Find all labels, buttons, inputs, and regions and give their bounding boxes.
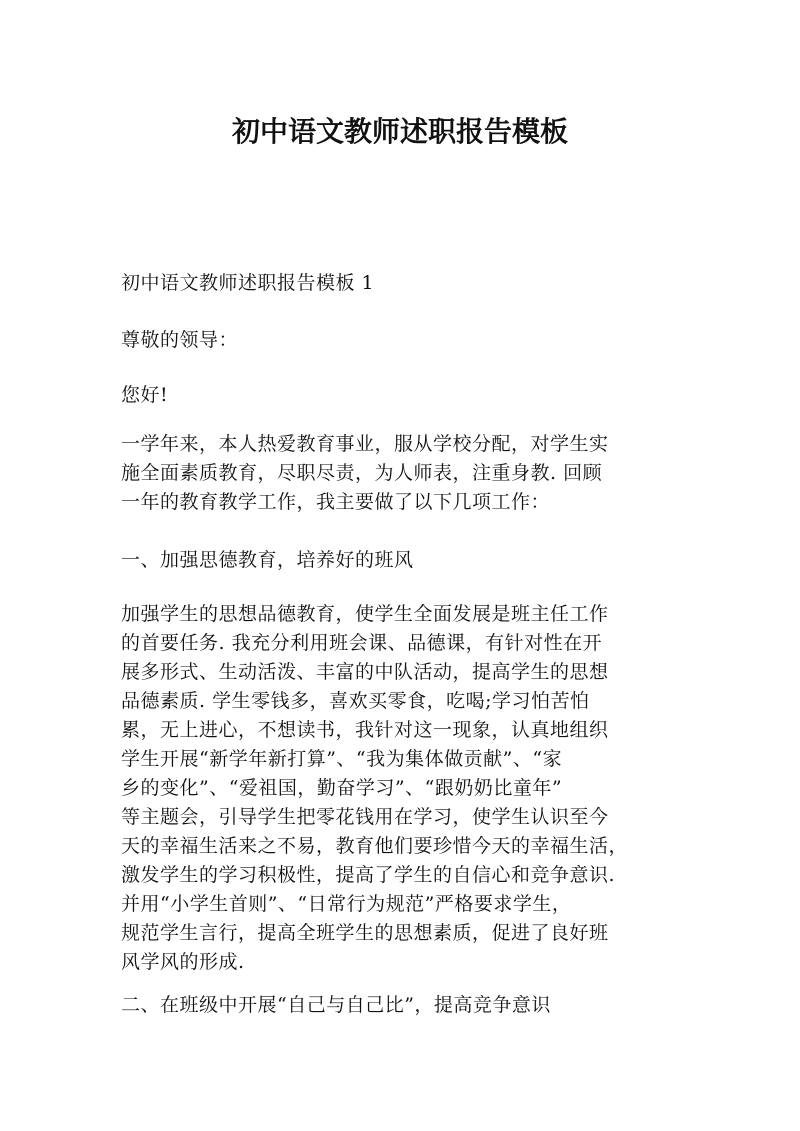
paragraph-line: 激发学生的学习积极性，提高了学生的自信心和竞争意识. <box>121 864 616 886</box>
document-title: 初中语文教师述职报告模板 <box>231 115 568 148</box>
paragraph-line: 累，无上进心，不想读书，我针对这一现象，认真地组织 <box>121 719 609 741</box>
paragraph-line: 学生开展“新学年新打算”、“我为集体做贡献”、“家 <box>121 748 563 770</box>
paragraph-line: 加强学生的思想品德教育，使学生全面发展是班主任工作 <box>121 603 609 625</box>
section-heading-2: 二、在班级中开展“自己与自己比”，提高竞争意识 <box>121 994 551 1016</box>
paragraph-line: 一学年来，本人热爱教育事业，服从学校分配，对学生实 <box>121 433 609 455</box>
section-heading-1: 一、加强思德教育，培养好的班风 <box>121 549 414 571</box>
paragraph-line: 风学风的形成. <box>121 951 245 973</box>
paragraph-line: 天的幸福生活来之不易，教育他们要珍惜今天的幸福生活， <box>121 835 629 857</box>
paragraph-line: 乡的变化”、“爱祖国，勤奋学习”、“跟奶奶比童年” <box>121 777 563 799</box>
paragraph-line: 并用“小学生首则”、“日常行为规范”严格要求学生， <box>121 893 572 915</box>
paragraph-line: 展多形式、生动活泼、丰富的中队活动，提高学生的思想 <box>121 661 609 683</box>
paragraph-line: 品德素质. 学生零钱多，喜欢买零食，吃喝;学习怕苦怕 <box>121 690 590 712</box>
paragraph-line: 等主题会，引导学生把零花钱用在学习，使学生认识至今 <box>121 806 609 828</box>
salutation: 尊敬的领导： <box>121 329 239 351</box>
document-subtitle: 初中语文教师述职报告模板 1 <box>121 272 375 294</box>
intro-paragraph <box>121 430 681 517</box>
section-1-paragraph <box>121 600 681 977</box>
paragraph-line: 一年的教育教学工作，我主要做了以下几项工作： <box>121 491 551 513</box>
greeting: 您好! <box>121 384 169 406</box>
paragraph-line: 的首要任务. 我充分利用班会课、品德课，有针对性在开 <box>121 632 603 654</box>
paragraph-line: 规范学生言行，提高全班学生的思想素质，促进了良好班 <box>121 922 609 944</box>
paragraph-line: 施全面素质教育，尽职尽责，为人师表，注重身教. 回顾 <box>121 462 603 484</box>
